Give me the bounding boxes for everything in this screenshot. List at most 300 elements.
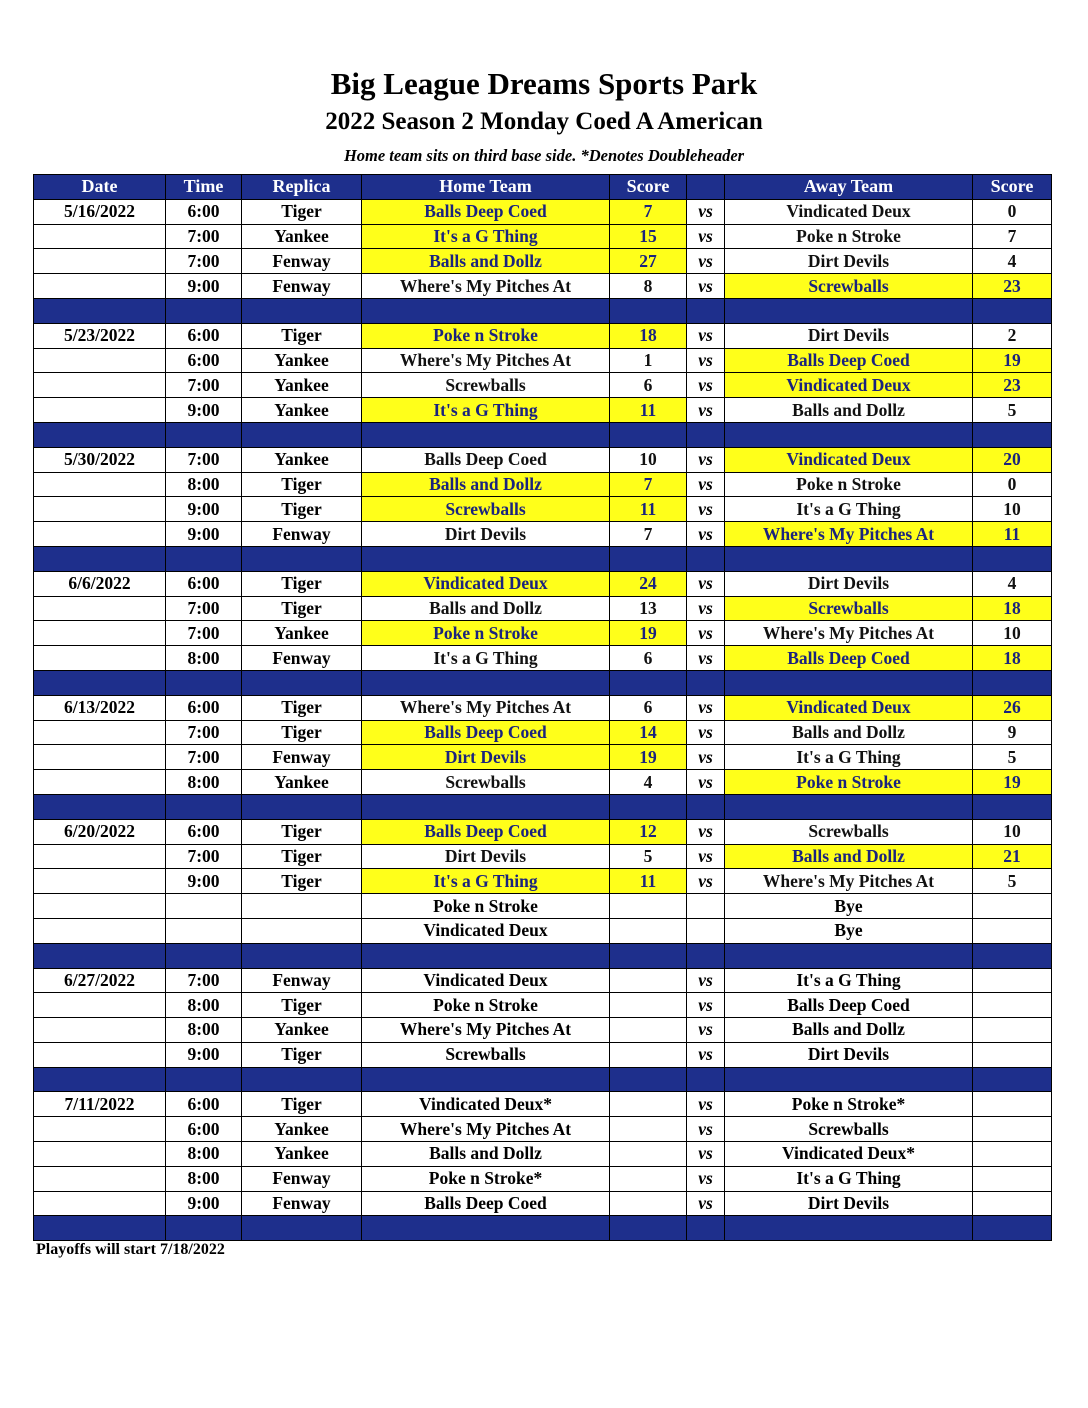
vs-cell: vs [687,1092,725,1117]
home-score-cell: 1 [610,348,687,373]
away-team-cell: Poke n Stroke [725,224,973,249]
away-score-cell: 5 [973,745,1052,770]
home-score-cell: 6 [610,695,687,720]
date-cell [34,1142,166,1167]
table-row [34,1191,1052,1216]
home-score-cell: 15 [610,224,687,249]
home-score-cell: 24 [610,571,687,596]
separator-cell [687,546,725,571]
away-score-cell: 19 [973,770,1052,795]
replica-cell: Tiger [242,993,362,1018]
away-team-cell: Poke n Stroke [725,770,973,795]
home-team-cell: Poke n Stroke [362,993,610,1018]
table-row [34,819,1052,844]
away-score-cell: 10 [973,497,1052,522]
vs-cell: vs [687,646,725,671]
time-cell: 7:00 [166,373,242,398]
date-cell [34,497,166,522]
vs-cell: vs [687,1142,725,1167]
replica-cell: Tiger [242,1092,362,1117]
week-separator-row [34,298,1052,323]
away-team-cell: Bye [725,894,973,919]
home-score-cell: 12 [610,819,687,844]
date-cell: 7/11/2022 [34,1092,166,1117]
home-score-cell: 11 [610,497,687,522]
date-cell [34,522,166,547]
time-cell: 7:00 [166,968,242,993]
table-row [34,472,1052,497]
separator-cell [725,546,973,571]
away-team-cell: Where's My Pitches At [725,621,973,646]
away-score-cell: 5 [973,398,1052,423]
home-team-cell: Vindicated Deux [362,968,610,993]
home-score-cell [610,1166,687,1191]
separator-cell [687,422,725,447]
away-team-cell: Vindicated Deux [725,447,973,472]
replica-cell: Yankee [242,224,362,249]
col-header-home-score: Score [610,175,687,200]
home-score-cell [610,1092,687,1117]
schedule-body [34,199,1052,1240]
replica-cell: Yankee [242,1117,362,1142]
home-team-cell: Vindicated Deux* [362,1092,610,1117]
separator-cell [34,298,166,323]
vs-cell [687,894,725,919]
vs-cell: vs [687,844,725,869]
home-team-cell: Screwballs [362,373,610,398]
time-cell: 6:00 [166,1092,242,1117]
col-header-time: Time [166,175,242,200]
time-cell: 9:00 [166,398,242,423]
separator-cell [242,1216,362,1241]
home-score-cell: 8 [610,274,687,299]
away-team-cell: Dirt Devils [725,249,973,274]
date-cell [34,993,166,1018]
table-row [34,844,1052,869]
replica-cell: Yankee [242,373,362,398]
away-team-cell: Balls Deep Coed [725,348,973,373]
separator-cell [34,794,166,819]
date-cell [34,224,166,249]
vs-cell: vs [687,1166,725,1191]
week-separator-row [34,1067,1052,1092]
home-score-cell: 11 [610,869,687,894]
separator-cell [610,1067,687,1092]
separator-cell [362,298,610,323]
separator-cell [973,1216,1052,1241]
away-score-cell [973,918,1052,943]
home-score-cell [610,1117,687,1142]
away-score-cell: 20 [973,447,1052,472]
time-cell: 6:00 [166,571,242,596]
table-row [34,869,1052,894]
away-score-cell: 4 [973,571,1052,596]
away-team-cell: Poke n Stroke* [725,1092,973,1117]
replica-cell: Yankee [242,447,362,472]
time-cell: 6:00 [166,199,242,224]
away-score-cell: 18 [973,646,1052,671]
away-score-cell: 19 [973,348,1052,373]
away-team-cell: Vindicated Deux* [725,1142,973,1167]
separator-cell [610,943,687,968]
time-cell: 8:00 [166,1166,242,1191]
separator-cell [610,1216,687,1241]
away-score-cell [973,993,1052,1018]
date-cell [34,1166,166,1191]
replica-cell: Tiger [242,323,362,348]
vs-cell: vs [687,199,725,224]
time-cell: 8:00 [166,646,242,671]
vs-cell: vs [687,596,725,621]
table-row [34,348,1052,373]
time-cell: 7:00 [166,596,242,621]
col-header-replica: Replica [242,175,362,200]
away-team-cell: Vindicated Deux [725,199,973,224]
week-separator-row [34,422,1052,447]
vs-cell: vs [687,571,725,596]
date-cell [34,720,166,745]
table-row [34,249,1052,274]
home-team-cell: Balls Deep Coed [362,1191,610,1216]
away-score-cell [973,1092,1052,1117]
home-score-cell [610,1142,687,1167]
table-row [34,447,1052,472]
date-cell [34,373,166,398]
vs-cell: vs [687,249,725,274]
date-cell: 6/20/2022 [34,819,166,844]
separator-cell [242,1067,362,1092]
separator-cell [687,298,725,323]
table-row [34,398,1052,423]
separator-cell [973,794,1052,819]
separator-cell [242,546,362,571]
replica-cell: Fenway [242,646,362,671]
away-team-cell: It's a G Thing [725,1166,973,1191]
table-row [34,1018,1052,1043]
away-score-cell: 10 [973,819,1052,844]
table-row [34,720,1052,745]
separator-cell [34,422,166,447]
time-cell: 7:00 [166,224,242,249]
separator-cell [362,794,610,819]
away-team-cell: It's a G Thing [725,968,973,993]
home-score-cell [610,894,687,919]
date-cell: 6/6/2022 [34,571,166,596]
col-header-away-score: Score [973,175,1052,200]
away-score-cell: 0 [973,472,1052,497]
time-cell: 7:00 [166,621,242,646]
home-team-cell: Where's My Pitches At [362,1117,610,1142]
table-row [34,993,1052,1018]
home-team-cell: Balls and Dollz [362,472,610,497]
week-separator-row [34,794,1052,819]
home-team-cell: Where's My Pitches At [362,274,610,299]
away-team-cell: Vindicated Deux [725,695,973,720]
away-team-cell: Screwballs [725,596,973,621]
vs-cell: vs [687,1117,725,1142]
away-team-cell: Dirt Devils [725,323,973,348]
table-header-row [34,175,1052,200]
vs-cell: vs [687,348,725,373]
separator-cell [166,1067,242,1092]
vs-cell: vs [687,695,725,720]
home-team-cell: It's a G Thing [362,646,610,671]
home-team-cell: Screwballs [362,497,610,522]
away-score-cell: 7 [973,224,1052,249]
replica-cell: Fenway [242,745,362,770]
separator-cell [242,422,362,447]
separator-cell [610,546,687,571]
replica-cell: Fenway [242,968,362,993]
date-cell [34,596,166,621]
separator-cell [242,298,362,323]
vs-cell: vs [687,1191,725,1216]
time-cell: 9:00 [166,497,242,522]
date-cell [34,646,166,671]
away-score-cell [973,1191,1052,1216]
away-score-cell [973,1018,1052,1043]
away-score-cell: 4 [973,249,1052,274]
table-row [34,199,1052,224]
home-score-cell [610,993,687,1018]
separator-cell [973,546,1052,571]
vs-cell: vs [687,522,725,547]
home-team-cell: Balls and Dollz [362,596,610,621]
home-score-cell: 7 [610,199,687,224]
time-cell: 9:00 [166,1042,242,1067]
separator-cell [687,943,725,968]
date-cell [34,472,166,497]
separator-cell [166,422,242,447]
week-separator-row [34,546,1052,571]
replica-cell: Yankee [242,348,362,373]
date-cell [34,1117,166,1142]
date-cell [34,844,166,869]
away-score-cell: 23 [973,274,1052,299]
away-score-cell: 5 [973,869,1052,894]
separator-cell [166,546,242,571]
replica-cell: Fenway [242,522,362,547]
home-score-cell: 6 [610,646,687,671]
separator-cell [362,546,610,571]
separator-cell [725,670,973,695]
vs-cell: vs [687,869,725,894]
home-team-cell: Screwballs [362,1042,610,1067]
away-team-cell: Balls Deep Coed [725,993,973,1018]
time-cell: 6:00 [166,1117,242,1142]
time-cell [166,918,242,943]
away-team-cell: Screwballs [725,1117,973,1142]
separator-cell [610,670,687,695]
vs-cell: vs [687,745,725,770]
time-cell [166,894,242,919]
vs-cell: vs [687,968,725,993]
away-score-cell: 2 [973,323,1052,348]
vs-cell: vs [687,323,725,348]
home-score-cell: 10 [610,447,687,472]
replica-cell: Yankee [242,1142,362,1167]
away-team-cell: It's a G Thing [725,745,973,770]
home-score-cell: 19 [610,745,687,770]
separator-cell [242,794,362,819]
separator-cell [687,1216,725,1241]
away-score-cell: 0 [973,199,1052,224]
home-score-cell: 18 [610,323,687,348]
away-team-cell: Poke n Stroke [725,472,973,497]
time-cell: 9:00 [166,274,242,299]
table-row [34,1117,1052,1142]
away-score-cell [973,894,1052,919]
vs-cell: vs [687,993,725,1018]
vs-cell: vs [687,398,725,423]
home-score-cell: 11 [610,398,687,423]
away-team-cell: Screwballs [725,819,973,844]
replica-cell: Tiger [242,844,362,869]
away-score-cell [973,1042,1052,1067]
home-score-cell: 27 [610,249,687,274]
home-team-cell: It's a G Thing [362,398,610,423]
separator-cell [34,670,166,695]
date-cell: 6/13/2022 [34,695,166,720]
col-header-away-team: Away Team [725,175,973,200]
separator-cell [973,1067,1052,1092]
date-cell [34,1042,166,1067]
date-cell [34,869,166,894]
time-cell: 8:00 [166,1018,242,1043]
away-score-cell [973,968,1052,993]
separator-cell [610,298,687,323]
home-team-cell: Where's My Pitches At [362,348,610,373]
replica-cell: Tiger [242,199,362,224]
table-row [34,894,1052,919]
date-cell [34,249,166,274]
home-score-cell [610,918,687,943]
table-row [34,497,1052,522]
separator-cell [34,1216,166,1241]
separator-cell [34,546,166,571]
date-cell [34,274,166,299]
vs-cell: vs [687,447,725,472]
date-cell [34,918,166,943]
page-subtitle: 2022 Season 2 Monday Coed A American [325,108,763,135]
separator-cell [166,943,242,968]
away-team-cell: Where's My Pitches At [725,522,973,547]
away-score-cell [973,1142,1052,1167]
away-score-cell: 11 [973,522,1052,547]
separator-cell [362,943,610,968]
col-header-home-team: Home Team [362,175,610,200]
home-score-cell: 7 [610,472,687,497]
vs-cell: vs [687,373,725,398]
separator-cell [973,298,1052,323]
separator-cell [973,422,1052,447]
vs-cell: vs [687,720,725,745]
date-cell [34,770,166,795]
replica-cell: Tiger [242,819,362,844]
home-team-cell: Poke n Stroke* [362,1166,610,1191]
separator-cell [725,422,973,447]
replica-cell: Tiger [242,472,362,497]
away-score-cell: 21 [973,844,1052,869]
home-score-cell: 6 [610,373,687,398]
separator-cell [362,1216,610,1241]
separator-cell [687,794,725,819]
replica-cell: Fenway [242,1191,362,1216]
separator-cell [610,422,687,447]
time-cell: 6:00 [166,819,242,844]
table-row [34,968,1052,993]
away-team-cell: Balls Deep Coed [725,646,973,671]
replica-cell: Tiger [242,869,362,894]
schedule-table [33,174,1052,1241]
replica-cell: Tiger [242,596,362,621]
date-cell [34,398,166,423]
separator-cell [725,1067,973,1092]
away-score-cell: 18 [973,596,1052,621]
table-row [34,1166,1052,1191]
away-team-cell: Dirt Devils [725,1042,973,1067]
replica-cell: Yankee [242,398,362,423]
vs-cell: vs [687,621,725,646]
home-team-cell: Where's My Pitches At [362,1018,610,1043]
home-team-cell: Balls and Dollz [362,249,610,274]
time-cell: 9:00 [166,1191,242,1216]
home-team-cell: Balls Deep Coed [362,720,610,745]
away-team-cell: It's a G Thing [725,497,973,522]
away-score-cell [973,1166,1052,1191]
home-team-cell: Screwballs [362,770,610,795]
home-score-cell: 4 [610,770,687,795]
home-team-cell: Balls Deep Coed [362,199,610,224]
table-row [34,571,1052,596]
away-team-cell: Balls and Dollz [725,1018,973,1043]
separator-cell [166,1216,242,1241]
away-team-cell: Balls and Dollz [725,844,973,869]
time-cell: 7:00 [166,844,242,869]
date-cell: 5/23/2022 [34,323,166,348]
separator-cell [725,1216,973,1241]
table-row [34,323,1052,348]
date-cell [34,745,166,770]
separator-cell [166,794,242,819]
time-cell: 8:00 [166,472,242,497]
away-team-cell: Balls and Dollz [725,398,973,423]
date-cell: 6/27/2022 [34,968,166,993]
home-score-cell [610,1018,687,1043]
table-row [34,596,1052,621]
table-row [34,224,1052,249]
vs-cell: vs [687,224,725,249]
week-separator-row [34,943,1052,968]
separator-cell [34,943,166,968]
table-row [34,1042,1052,1067]
separator-cell [362,670,610,695]
replica-cell [242,918,362,943]
separator-cell [34,1067,166,1092]
vs-cell: vs [687,770,725,795]
replica-cell: Fenway [242,249,362,274]
separator-cell [687,670,725,695]
date-cell [34,348,166,373]
away-team-cell: Vindicated Deux [725,373,973,398]
away-score-cell: 23 [973,373,1052,398]
away-score-cell: 9 [973,720,1052,745]
away-score-cell: 26 [973,695,1052,720]
separator-cell [610,794,687,819]
table-row [34,373,1052,398]
home-team-cell: Dirt Devils [362,522,610,547]
table-row [34,745,1052,770]
